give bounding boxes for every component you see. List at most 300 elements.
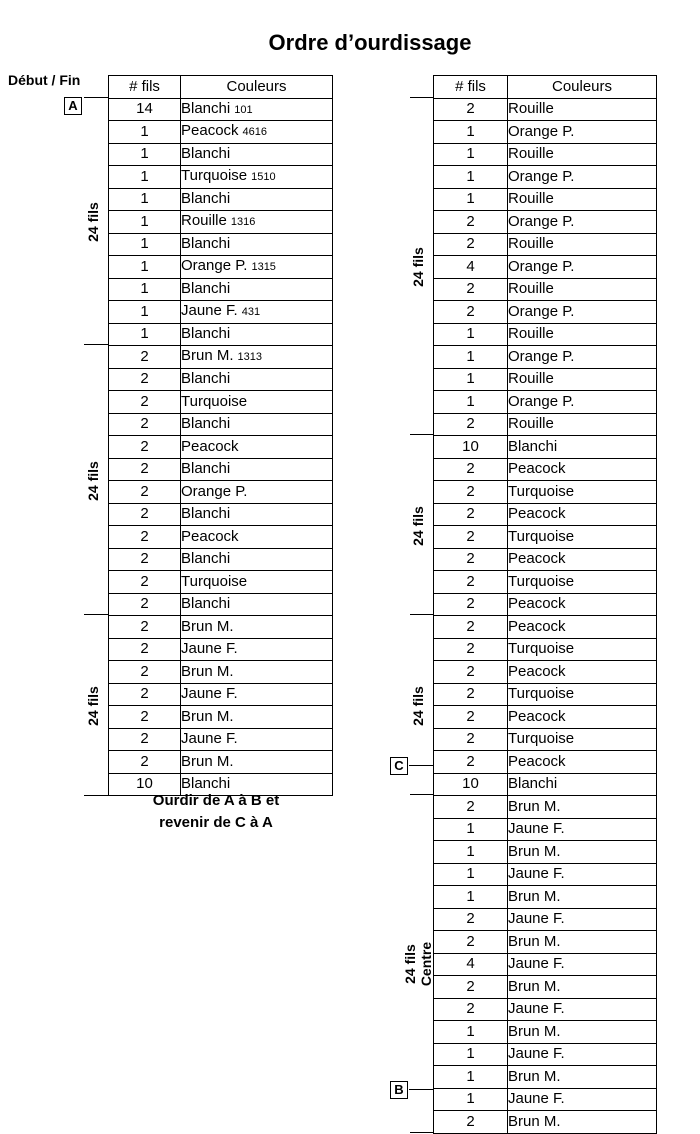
- color-name: Peacock: [508, 595, 566, 613]
- group-divider: [410, 794, 433, 795]
- color-cell: [181, 728, 333, 751]
- table-row: [434, 503, 657, 526]
- color-cell: [181, 481, 333, 504]
- color-name: Brun M.: [508, 842, 561, 860]
- color-cell: [508, 1066, 657, 1089]
- color-name: Peacock: [508, 752, 566, 770]
- color-name: Peacock: [181, 527, 239, 545]
- color-name: Brun M.: [181, 347, 234, 365]
- thread-count-cell: 2: [109, 413, 181, 436]
- group-label: [85, 461, 101, 501]
- color-name: Blanchi: [508, 775, 558, 793]
- thread-count-cell: 2: [434, 683, 508, 706]
- color-cell: [181, 638, 333, 661]
- thread-count-cell: 2: [109, 751, 181, 774]
- table-row: [434, 1021, 657, 1044]
- table-row: [109, 166, 333, 189]
- color-cell: [181, 751, 333, 774]
- table-row: [434, 728, 657, 751]
- color-cell: [508, 436, 657, 459]
- thread-count-cell: 1: [434, 886, 508, 909]
- group-label: [410, 506, 426, 546]
- color-cell: [508, 773, 657, 796]
- thread-count-cell: 1: [434, 188, 508, 211]
- thread-count-cell: 1: [434, 143, 508, 166]
- page-title: Ordre d’ourdissage: [268, 30, 472, 55]
- thread-count-cell: 1: [434, 841, 508, 864]
- color-name: Orange P.: [508, 347, 575, 365]
- color-cell: [181, 368, 333, 391]
- table-row: [109, 188, 333, 211]
- color-name: Jaune F.: [181, 640, 238, 658]
- color-cell: [508, 1111, 657, 1134]
- group-divider: [410, 97, 433, 98]
- table-row: [109, 98, 333, 121]
- instruction-line-1: Ourdir de A à B et: [152, 792, 280, 809]
- thread-count-cell: 2: [434, 661, 508, 684]
- color-cell: [181, 143, 333, 166]
- thread-count-cell: 1: [434, 1021, 508, 1044]
- group-label: [402, 942, 434, 986]
- color-name: Blanchi: [181, 595, 231, 613]
- thread-count-cell: 2: [434, 796, 508, 819]
- group-divider: [84, 344, 108, 345]
- group-label: [410, 247, 426, 287]
- color-cell: [181, 413, 333, 436]
- color-header: Couleurs: [181, 76, 333, 99]
- thread-count-cell: 2: [434, 571, 508, 594]
- table-row: [434, 841, 657, 864]
- thread-count-cell: 2: [434, 481, 508, 504]
- thread-count-cell: 2: [434, 638, 508, 661]
- table-row: [109, 323, 333, 346]
- color-cell: [508, 188, 657, 211]
- color-cell: [508, 931, 657, 954]
- color-cell: [181, 548, 333, 571]
- color-name: Peacock: [508, 550, 566, 568]
- color-name: Turquoise: [508, 640, 575, 658]
- color-cell: [181, 706, 333, 729]
- color-cell: [508, 256, 657, 279]
- table-row: [109, 458, 333, 481]
- thread-count-cell: 2: [109, 706, 181, 729]
- color-cell: [508, 571, 657, 594]
- table-row: [109, 526, 333, 549]
- group-label: [410, 686, 426, 726]
- thread-count-cell: 2: [434, 976, 508, 999]
- color-cell: [508, 863, 657, 886]
- color-cell: [508, 908, 657, 931]
- thread-count-cell: 1: [109, 233, 181, 256]
- group-label-count: 24 fils: [410, 685, 426, 726]
- thread-count-cell: 2: [109, 391, 181, 414]
- thread-count-cell: 1: [434, 818, 508, 841]
- color-cell: [181, 346, 333, 369]
- marker-b: B: [390, 1081, 408, 1099]
- color-name: Blanchi: [181, 280, 231, 298]
- count-header: # fils: [434, 76, 508, 99]
- group-label-count: 24 fils: [85, 202, 101, 242]
- group-label: [85, 686, 101, 726]
- table-row: [434, 706, 657, 729]
- thread-count-cell: 2: [434, 548, 508, 571]
- table-row: [434, 751, 657, 774]
- thread-count-cell: 1: [109, 166, 181, 189]
- color-cell: [508, 953, 657, 976]
- color-cell: [508, 1021, 657, 1044]
- color-cell: [508, 121, 657, 144]
- color-cell: [508, 818, 657, 841]
- color-cell: [181, 436, 333, 459]
- table-row: [434, 548, 657, 571]
- thread-count-cell: 2: [434, 301, 508, 324]
- thread-count-cell: 2: [434, 526, 508, 549]
- thread-count-cell: 2: [109, 526, 181, 549]
- table-row: [434, 436, 657, 459]
- color-header: Couleurs: [508, 76, 657, 99]
- color-name: Rouille: [508, 145, 554, 163]
- thread-count-cell: 2: [109, 548, 181, 571]
- color-name: Brun M.: [508, 1067, 561, 1085]
- color-cell: [508, 323, 657, 346]
- group-divider: [410, 1132, 433, 1133]
- color-cell: [508, 391, 657, 414]
- table-row: [109, 481, 333, 504]
- table-row: [434, 166, 657, 189]
- table-row: [434, 616, 657, 639]
- color-name: Blanchi: [181, 190, 231, 208]
- color-name: Rouille: [508, 280, 554, 298]
- thread-count-cell: 2: [434, 413, 508, 436]
- thread-count-cell: 2: [109, 661, 181, 684]
- group-divider: [84, 614, 108, 615]
- table-row: [434, 98, 657, 121]
- table-row: [434, 1088, 657, 1111]
- color-name: Blanchi: [181, 325, 231, 343]
- thread-count-cell: 2: [434, 458, 508, 481]
- table-row: [434, 323, 657, 346]
- left-warp-table: [108, 75, 333, 796]
- table-row: [109, 706, 333, 729]
- table-row: [109, 143, 333, 166]
- color-name: Peacock: [181, 122, 239, 140]
- debut-fin-label: Début / Fin: [8, 72, 81, 88]
- color-name: Rouille: [508, 235, 554, 253]
- marker-c-connector: [409, 765, 433, 766]
- group-label-count: 24 fils: [410, 247, 426, 287]
- color-cell: [508, 301, 657, 324]
- color-cell: [181, 121, 333, 144]
- thread-count-cell: 1: [109, 323, 181, 346]
- color-cell: [508, 616, 657, 639]
- color-name: Turquoise: [508, 685, 575, 703]
- table-header-row: [109, 76, 333, 99]
- thread-count-cell: 2: [109, 503, 181, 526]
- thread-count-cell: 2: [434, 503, 508, 526]
- table-row: [109, 436, 333, 459]
- thread-count-cell: 2: [434, 908, 508, 931]
- color-name: Turquoise: [181, 572, 248, 590]
- color-name: Blanchi: [181, 145, 231, 163]
- table-header-row: [434, 76, 657, 99]
- color-name: Blanchi: [181, 235, 231, 253]
- color-code: 4616: [242, 126, 268, 139]
- thread-count-cell: 2: [109, 346, 181, 369]
- color-cell: [508, 841, 657, 864]
- thread-count-cell: 2: [434, 751, 508, 774]
- color-cell: [181, 188, 333, 211]
- color-cell: [508, 661, 657, 684]
- color-name: Brun M.: [181, 617, 234, 635]
- color-cell: [181, 683, 333, 706]
- color-cell: [181, 211, 333, 234]
- group-label-count: 24 fils: [402, 944, 418, 984]
- table-row: [109, 503, 333, 526]
- table-row: [434, 413, 657, 436]
- thread-count-cell: 2: [109, 481, 181, 504]
- group-label-centre: Centre: [418, 941, 434, 987]
- color-cell: [508, 143, 657, 166]
- thread-count-cell: 1: [109, 188, 181, 211]
- table-row: [434, 233, 657, 256]
- color-cell: [181, 278, 333, 301]
- table-row: [109, 256, 333, 279]
- table-row: [109, 571, 333, 594]
- color-name: Rouille: [508, 325, 554, 343]
- color-name: Orange P.: [508, 392, 575, 410]
- color-cell: [508, 503, 657, 526]
- color-cell: [508, 548, 657, 571]
- color-cell: [508, 976, 657, 999]
- thread-count-cell: 1: [434, 1066, 508, 1089]
- color-code: 1315: [251, 261, 276, 274]
- color-name: Blanchi: [181, 370, 231, 388]
- table-row: [434, 796, 657, 819]
- thread-count-cell: 14: [109, 98, 181, 121]
- table-row: [434, 143, 657, 166]
- color-name: Orange P.: [508, 212, 575, 230]
- color-cell: [181, 391, 333, 414]
- table-row: [434, 481, 657, 504]
- color-name: Peacock: [181, 437, 239, 455]
- color-cell: [508, 98, 657, 121]
- color-code: 1313: [237, 351, 262, 364]
- table-row: [434, 391, 657, 414]
- color-cell: [508, 346, 657, 369]
- marker-c: C: [390, 757, 408, 775]
- table-row: [434, 346, 657, 369]
- thread-count-cell: 1: [109, 278, 181, 301]
- thread-count-cell: 2: [109, 458, 181, 481]
- table-row: [109, 548, 333, 571]
- table-row: [434, 998, 657, 1021]
- table-row: [434, 368, 657, 391]
- color-cell: [508, 796, 657, 819]
- color-name: Orange P.: [181, 482, 248, 500]
- thread-count-cell: 1: [434, 368, 508, 391]
- color-name: Turquoise: [508, 527, 575, 545]
- thread-count-cell: 10: [434, 436, 508, 459]
- thread-count-cell: 1: [434, 346, 508, 369]
- color-cell: [181, 233, 333, 256]
- table-row: [109, 593, 333, 616]
- table-row: [109, 751, 333, 774]
- color-cell: [508, 1043, 657, 1066]
- color-cell: [508, 211, 657, 234]
- color-name: Brun M.: [508, 932, 561, 950]
- table-row: [109, 211, 333, 234]
- color-name: Jaune F.: [508, 1000, 565, 1018]
- thread-count-cell: 2: [434, 593, 508, 616]
- color-cell: [508, 998, 657, 1021]
- table-row: [434, 188, 657, 211]
- thread-count-cell: 2: [434, 211, 508, 234]
- thread-count-cell: 2: [434, 1111, 508, 1134]
- color-cell: [508, 1088, 657, 1111]
- right-warp-table: [433, 75, 657, 1134]
- thread-count-cell: 1: [434, 323, 508, 346]
- count-header: # fils: [109, 76, 181, 99]
- color-name: Rouille: [508, 415, 554, 433]
- color-cell: [181, 458, 333, 481]
- color-code: 1510: [251, 171, 276, 184]
- color-cell: [181, 98, 333, 121]
- thread-count-cell: 4: [434, 953, 508, 976]
- color-cell: [508, 526, 657, 549]
- color-name: Peacock: [508, 707, 566, 725]
- color-cell: [508, 166, 657, 189]
- color-name: Rouille: [508, 370, 554, 388]
- thread-count-cell: 2: [109, 638, 181, 661]
- color-cell: [508, 413, 657, 436]
- table-row: [434, 638, 657, 661]
- color-name: Brun M.: [508, 1112, 561, 1130]
- color-name: Turquoise: [508, 730, 575, 748]
- color-name: Brun M.: [508, 797, 561, 815]
- color-name: Jaune F.: [508, 820, 565, 838]
- table-row: [434, 863, 657, 886]
- group-label: [85, 202, 101, 242]
- thread-count-cell: 2: [434, 233, 508, 256]
- thread-count-cell: 2: [109, 683, 181, 706]
- color-name: Orange P.: [181, 257, 248, 275]
- thread-count-cell: 10: [434, 773, 508, 796]
- color-name: Blanchi: [181, 505, 231, 523]
- table-row: [109, 683, 333, 706]
- group-label-count: 24 fils: [85, 460, 101, 501]
- thread-count-cell: 2: [434, 98, 508, 121]
- color-name: Brun M.: [181, 662, 234, 680]
- thread-count-cell: 2: [109, 728, 181, 751]
- table-row: [109, 278, 333, 301]
- table-row: [109, 413, 333, 436]
- group-divider: [84, 97, 108, 98]
- color-cell: [508, 233, 657, 256]
- table-row: [434, 976, 657, 999]
- thread-count-cell: 1: [434, 391, 508, 414]
- color-cell: [508, 886, 657, 909]
- color-cell: [181, 166, 333, 189]
- group-label-count: 24 fils: [85, 685, 101, 726]
- color-name: Jaune F.: [508, 1090, 565, 1108]
- color-name: Peacock: [508, 505, 566, 523]
- color-cell: [508, 278, 657, 301]
- color-cell: [508, 368, 657, 391]
- table-row: [434, 908, 657, 931]
- thread-count-cell: 2: [109, 616, 181, 639]
- color-name: Blanchi: [508, 437, 558, 455]
- thread-count-cell: 2: [109, 571, 181, 594]
- color-name: Jaune F.: [181, 685, 238, 703]
- table-row: [434, 818, 657, 841]
- color-cell: [181, 593, 333, 616]
- color-name: Jaune F.: [181, 302, 238, 320]
- color-name: Jaune F.: [181, 730, 238, 748]
- thread-count-cell: 1: [109, 143, 181, 166]
- color-name: Peacock: [508, 617, 566, 635]
- color-name: Blanchi: [181, 415, 231, 433]
- thread-count-cell: 1: [434, 1088, 508, 1111]
- group-divider: [410, 434, 433, 435]
- color-cell: [181, 571, 333, 594]
- table-row: [434, 1111, 657, 1134]
- marker-a: A: [64, 97, 82, 115]
- color-cell: [181, 256, 333, 279]
- thread-count-cell: 1: [109, 211, 181, 234]
- table-row: [434, 211, 657, 234]
- color-name: Brun M.: [508, 977, 561, 995]
- thread-count-cell: 1: [434, 121, 508, 144]
- thread-count-cell: 2: [109, 593, 181, 616]
- table-row: [109, 368, 333, 391]
- table-row: [434, 931, 657, 954]
- color-name: Peacock: [508, 460, 566, 478]
- table-row: [434, 1066, 657, 1089]
- thread-count-cell: 1: [109, 301, 181, 324]
- thread-count-cell: 10: [109, 773, 181, 796]
- color-cell: [508, 593, 657, 616]
- color-name: Turquoise: [508, 482, 575, 500]
- thread-count-cell: 2: [434, 706, 508, 729]
- table-row: [434, 121, 657, 144]
- color-name: Blanchi: [181, 550, 231, 568]
- table-row: [434, 953, 657, 976]
- table-row: [109, 346, 333, 369]
- thread-count-cell: 1: [434, 166, 508, 189]
- table-row: [109, 661, 333, 684]
- thread-count-cell: 2: [109, 436, 181, 459]
- table-row: [434, 593, 657, 616]
- color-cell: [508, 706, 657, 729]
- table-row: [109, 616, 333, 639]
- color-name: Brun M.: [508, 1022, 561, 1040]
- color-name: Orange P.: [508, 167, 575, 185]
- color-code: 431: [241, 306, 261, 319]
- color-cell: [508, 638, 657, 661]
- group-label-count: 24 fils: [410, 505, 426, 546]
- color-cell: [508, 751, 657, 774]
- color-name: Blanchi: [181, 460, 231, 478]
- thread-count-cell: 4: [434, 256, 508, 279]
- table-row: [109, 391, 333, 414]
- table-row: [434, 571, 657, 594]
- color-name: Blanchi: [181, 775, 231, 793]
- color-code: 101: [234, 103, 253, 116]
- color-cell: [508, 728, 657, 751]
- table-row: [434, 683, 657, 706]
- color-name: Peacock: [508, 662, 566, 680]
- thread-count-cell: 1: [109, 121, 181, 144]
